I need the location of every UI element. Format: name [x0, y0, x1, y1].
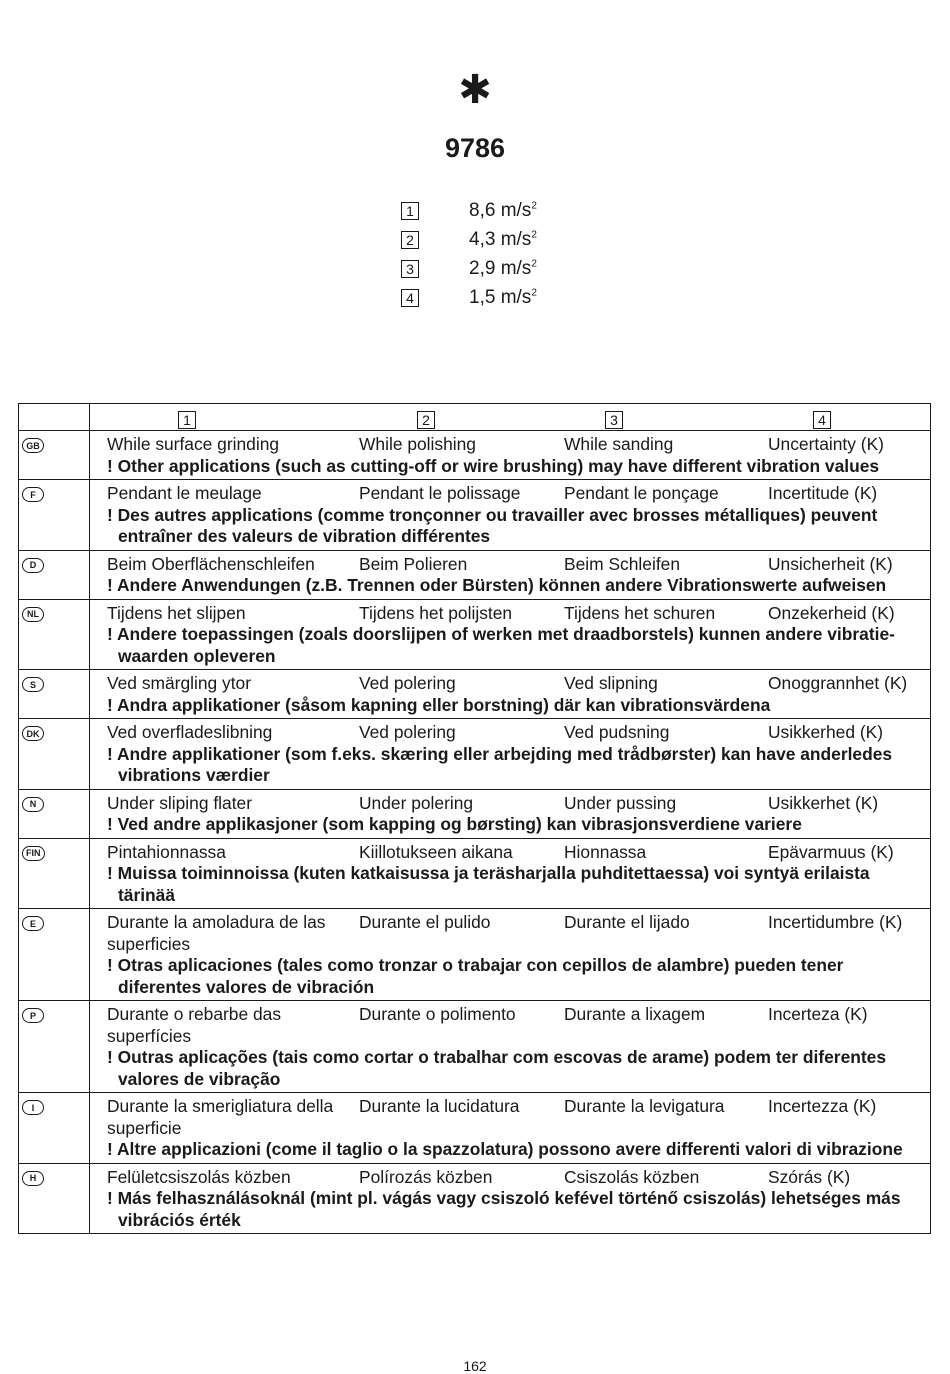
- label-sanding: Csiszolás közben: [564, 1166, 700, 1187]
- column-number-box: 4: [813, 411, 831, 429]
- column-number-box: 1: [178, 411, 196, 429]
- label-sanding: Ved slipning: [564, 673, 658, 693]
- language-code-cell: [19, 719, 90, 790]
- language-content-cell: [90, 838, 931, 909]
- label-polishing: Under polering: [359, 792, 474, 813]
- column-labels: [107, 1167, 924, 1189]
- language-code-badge: S: [22, 677, 44, 692]
- language-content-cell: [90, 670, 931, 719]
- label-surface-grinding: Ved smärgling ytor: [107, 673, 252, 693]
- language-code-badge: FIN: [22, 846, 45, 861]
- label-uncertainty: Usikkerhet (K): [768, 792, 879, 813]
- column-labels: [107, 1096, 924, 1139]
- language-content-cell: [90, 789, 931, 838]
- language-code-cell: [19, 550, 90, 599]
- vibration-language-table: [18, 403, 931, 1234]
- header-numbers-cell: [90, 404, 931, 431]
- label-sanding: Durante a lixagem: [564, 1004, 706, 1024]
- column-number-box: 3: [605, 411, 623, 429]
- label-surface-grinding: Durante o rebarbe das superfícies: [107, 1004, 282, 1046]
- language-row: [19, 1163, 931, 1234]
- label-sanding: Under pussing: [564, 792, 677, 813]
- label-uncertainty: Incertezza (K): [768, 1096, 877, 1116]
- column-labels: [107, 673, 924, 695]
- label-polishing: Pendant le polissage: [359, 483, 521, 503]
- warning-note: ! Altre applicazioni (come il taglio o la spazzolatura) possono avere differenti valori di vibrazione: [107, 1139, 903, 1159]
- warning-note: ! Otras aplicaciones (tales como tronzar o trabajar con cepillos de alambre) pueden tener diferentes valores de vibración: [107, 955, 844, 997]
- warning-note: ! Andre applikationer (som f.eks. skæring eller arbejding med trådbørster) kan have anderledes vibrations værdier: [107, 743, 893, 785]
- label-sanding: Tijdens het schuren: [564, 602, 716, 623]
- language-code-cell: [19, 431, 90, 480]
- label-uncertainty: Uncertainty (K): [768, 434, 884, 454]
- warning-note: ! Andra applikationer (såsom kapning eller borstning) där kan vibrationsvärdena: [107, 694, 771, 715]
- language-code-badge: F: [22, 487, 44, 502]
- label-polishing: Kiillotukseen aikana: [359, 841, 513, 862]
- header-blank-cell: [19, 404, 90, 431]
- label-uncertainty: Unsicherheit (K): [768, 553, 893, 574]
- label-polishing: Durante o polimento: [359, 1004, 516, 1024]
- label-surface-grinding: While surface grinding: [107, 434, 280, 454]
- column-labels: [107, 554, 924, 576]
- label-polishing: Tijdens het polijsten: [359, 602, 513, 623]
- label-polishing: Ved polering: [359, 673, 456, 693]
- language-code-cell: [19, 789, 90, 838]
- label-uncertainty: Usikkerhed (K): [768, 722, 884, 742]
- language-code-badge: H: [22, 1171, 44, 1186]
- language-code-cell: [19, 909, 90, 1001]
- index-box: 1: [401, 202, 419, 220]
- label-sanding: Hionnassa: [564, 841, 647, 862]
- label-surface-grinding: Pintahionnassa: [107, 841, 226, 862]
- language-code-badge: D: [22, 558, 44, 573]
- column-labels: [107, 722, 924, 744]
- warning-note: ! Outras aplicações (tais como cortar o trabalhar com escovas de arame) podem ter diferentes valores de vibração: [107, 1047, 886, 1089]
- language-code-badge: E: [22, 916, 44, 931]
- vibration-value: 4,3 $m/s^2$: [469, 228, 537, 250]
- label-uncertainty: Incerteza (K): [768, 1004, 868, 1024]
- language-content-cell: [90, 1001, 931, 1093]
- label-uncertainty: Epävarmuus (K): [768, 841, 894, 862]
- vibration-value: 2,9 $m/s^2$: [469, 257, 537, 279]
- label-surface-grinding: Felületcsiszolás közben: [107, 1166, 291, 1187]
- column-labels: [107, 912, 924, 955]
- label-sanding: Pendant le ponçage: [564, 483, 719, 503]
- label-polishing: Beim Polieren: [359, 553, 468, 574]
- language-code-cell: [19, 1093, 90, 1164]
- language-row: [19, 719, 931, 790]
- label-surface-grinding: Durante la smerigliatura della superficie: [107, 1096, 334, 1138]
- language-content-cell: [90, 480, 931, 551]
- language-content-cell: [90, 599, 931, 670]
- model-number: 9786: [444, 133, 506, 163]
- language-row: [19, 431, 931, 480]
- language-code-cell: [19, 670, 90, 719]
- label-surface-grinding: Pendant le meulage: [107, 483, 262, 503]
- vibration-values-list: [401, 196, 601, 312]
- language-code-cell: [19, 599, 90, 670]
- language-row: [19, 480, 931, 551]
- language-row: [19, 670, 931, 719]
- label-surface-grinding: Beim Oberflächenschleifen: [107, 553, 315, 574]
- language-row: [19, 789, 931, 838]
- column-number-box: 2: [417, 411, 435, 429]
- warning-note: ! Other applications (such as cutting-off or wire brushing) may have different vibration values: [107, 455, 880, 476]
- language-code-cell: [19, 1163, 90, 1234]
- language-content-cell: [90, 719, 931, 790]
- label-polishing: While polishing: [359, 434, 476, 454]
- label-sanding: While sanding: [564, 434, 674, 454]
- label-sanding: Durante la levigatura: [564, 1096, 725, 1116]
- language-row: [19, 838, 931, 909]
- vibration-value: 1,5 $m/s^2$: [469, 286, 537, 308]
- language-row: [19, 909, 931, 1001]
- language-row: [19, 1093, 931, 1164]
- vibration-value-row: [401, 225, 601, 254]
- label-surface-grinding: Tijdens het slijpen: [107, 602, 246, 623]
- language-code-badge: DK: [22, 726, 44, 741]
- language-row: [19, 550, 931, 599]
- column-labels: [107, 793, 924, 815]
- language-code-badge: GB: [22, 438, 44, 453]
- language-code-badge: NL: [22, 607, 44, 622]
- label-polishing: Durante la lucidatura: [359, 1096, 520, 1116]
- label-uncertainty: Incertidumbre (K): [768, 912, 903, 932]
- label-uncertainty: Incertitude (K): [768, 483, 878, 503]
- label-surface-grinding: Durante la amoladura de las superficies: [107, 912, 326, 954]
- language-code-badge: N: [22, 797, 44, 812]
- page-number: 162: [463, 1358, 487, 1374]
- language-row: [19, 1001, 931, 1093]
- language-content-cell: [90, 431, 931, 480]
- language-code-badge: P: [22, 1008, 44, 1023]
- column-labels: [107, 603, 924, 625]
- language-content-cell: [90, 1093, 931, 1164]
- language-code-badge: I: [22, 1100, 44, 1115]
- warning-note: ! Ved andre applikasjoner (som kapping og børsting) kan vibrasjonsverdiene variere: [107, 814, 802, 834]
- label-uncertainty: Szórás (K): [768, 1166, 851, 1187]
- column-labels: [107, 483, 924, 505]
- language-code-cell: [19, 1001, 90, 1093]
- index-box: 4: [401, 289, 419, 307]
- language-content-cell: [90, 909, 931, 1001]
- vibration-value-row: [401, 254, 601, 283]
- column-labels: [107, 1004, 924, 1047]
- language-row: [19, 599, 931, 670]
- label-polishing: Polírozás közben: [359, 1166, 493, 1187]
- label-polishing: Durante el pulido: [359, 912, 491, 932]
- language-content-cell: [90, 1163, 931, 1234]
- vibration-value: 8,6 $m/s^2$: [469, 199, 537, 221]
- warning-note: ! Muissa toiminnoissa (kuten katkaisussa ja teräsharjalla puhditettaessa) voi syntyä erilaista tärinää: [107, 863, 870, 905]
- asterisk-symbol: ✱: [458, 68, 492, 112]
- column-labels: [107, 434, 924, 456]
- warning-note: ! Andere toepassingen (zoals doorslijpen of werken met draadborstels) kunnen andere vibratie-waarden opleveren: [107, 624, 895, 666]
- label-sanding: Ved pudsning: [564, 722, 670, 742]
- label-polishing: Ved polering: [359, 722, 456, 742]
- label-sanding: Durante el lijado: [564, 912, 690, 932]
- label-surface-grinding: Under sliping flater: [107, 792, 252, 813]
- column-labels: [107, 842, 924, 864]
- table-header-row: [19, 404, 931, 431]
- label-surface-grinding: Ved overfladeslibning: [107, 722, 273, 742]
- language-content-cell: [90, 550, 931, 599]
- language-code-cell: [19, 838, 90, 909]
- language-code-cell: [19, 480, 90, 551]
- vibration-value-row: [401, 283, 601, 312]
- label-uncertainty: Onzekerheid (K): [768, 602, 895, 623]
- index-box: 2: [401, 231, 419, 249]
- label-uncertainty: Onoggrannhet (K): [768, 673, 908, 693]
- warning-note: ! Andere Anwendungen (z.B. Trennen oder Bürsten) können andere Vibrationswerte aufweisen: [107, 575, 887, 595]
- warning-note: ! Más felhasználásoknál (mint pl. vágás vagy csiszoló kefével történő csiszolás) lehetséges más vibrációs érték: [107, 1188, 901, 1230]
- index-box: 3: [401, 260, 419, 278]
- vibration-value-row: [401, 196, 601, 225]
- label-sanding: Beim Schleifen: [564, 553, 680, 574]
- warning-note: ! Des autres applications (comme tronçonner ou travailler avec brosses métalliques) peuvent entraîner des valeurs de vibration différentes: [107, 504, 878, 546]
